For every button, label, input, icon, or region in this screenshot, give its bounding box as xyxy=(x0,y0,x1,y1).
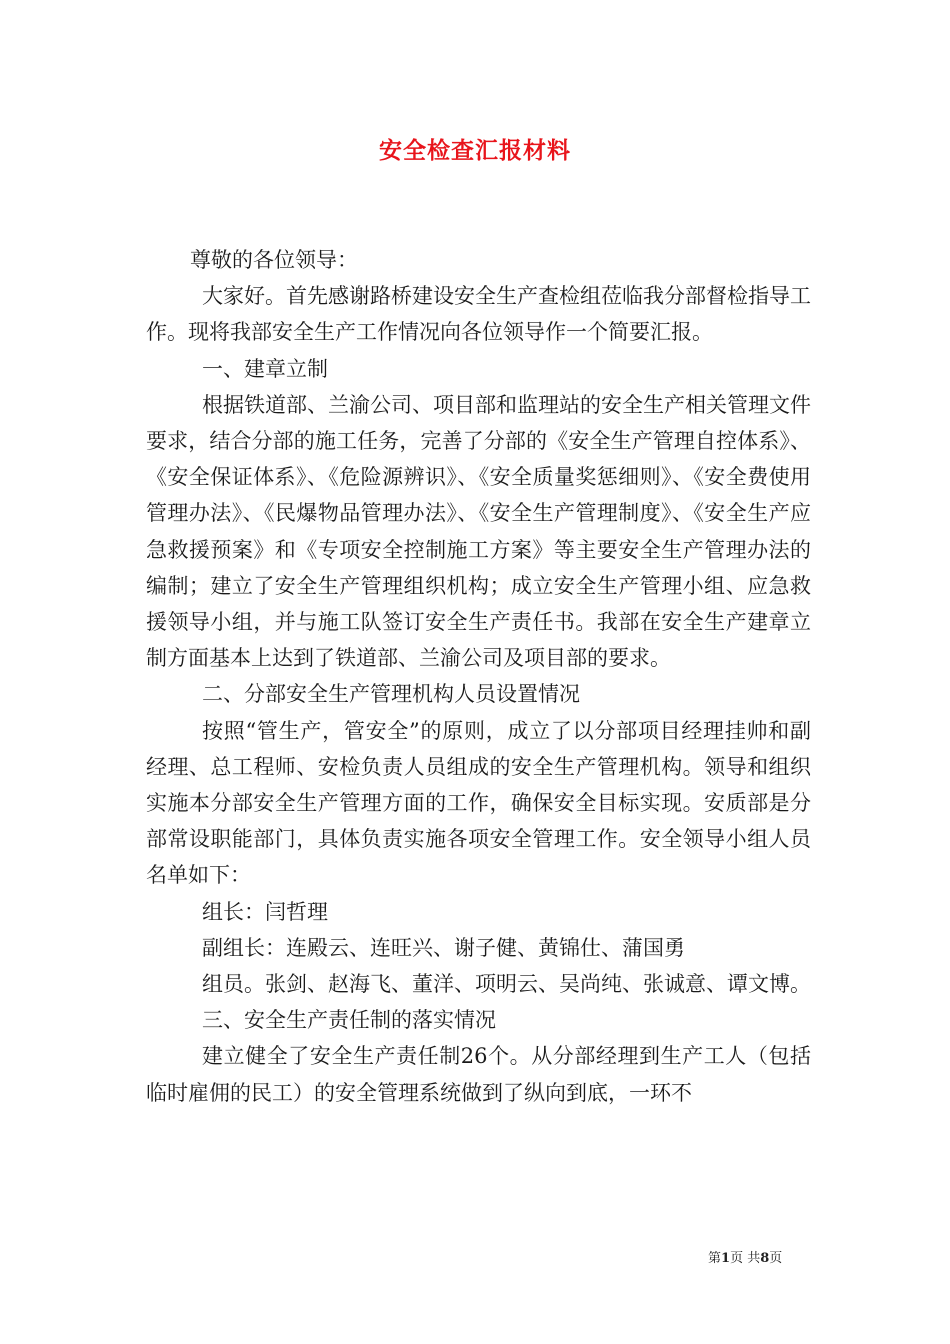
document-body xyxy=(146,242,811,1111)
total-page-count: 8 xyxy=(760,1251,770,1266)
current-page-number: 1 xyxy=(721,1251,731,1266)
team-deputy-leaders: 副组长：连殿云、连旺兴、谢子健、黄锦仕、蒲国勇 xyxy=(202,935,685,960)
paragraph-responsibility: 建立健全了安全生产责任制26个。从分部经理到生产工人（包括临时雇佣的民工）的安全管理系统做到了纵向到底，一环不 xyxy=(146,1044,811,1105)
team-members: 组员。张剑、赵海飞、董洋、项明云、吴尚纯、张诚意、谭文博。 xyxy=(202,972,811,997)
section-heading-1: 一、建章立制 xyxy=(202,356,328,381)
salutation: 尊敬的各位领导： xyxy=(190,248,358,272)
page-number: 第1页 共8页 xyxy=(708,1251,783,1266)
document-title: 安全检查汇报材料 xyxy=(379,138,571,164)
section-heading-3: 三、安全生产责任制的落实情况 xyxy=(202,1008,496,1033)
paragraph-greeting: 大家好。首先感谢路桥建设安全生产查检组莅临我分部督检指导工作。现将我部安全生产工作情况向各位领导作一个简要汇报。 xyxy=(146,284,811,345)
paragraph-regulations: 根据铁道部、兰渝公司、项目部和监理站的安全生产相关管理文件要求，结合分部的施工任务，完善了分部的《安全生产管理自控体系》、《安全保证体系》、《危险源辨识》、《安全质量奖惩细则》、《安全费使用管理办法》、《民爆物品管理办法》、《安全生产管理制度》、《安全生产应急救援预案》和《专项安全控制施工方案》等主要安全生产管理办法的编制；建立了安全生产管理组织机构；成立安全生产管理小组、应急救援领导小组，并与施工队签订安全生产责任书。我部在安全生产建章立制方面基本上达到了铁道部、兰渝公司及项目部的要求。 xyxy=(146,392,811,671)
team-leader: 组长：闫哲理 xyxy=(202,899,328,924)
section-heading-2: 二、分部安全生产管理机构人员设置情况 xyxy=(202,682,580,707)
paragraph-organization: 按照“管生产，管安全”的原则，成立了以分部项目经理挂帅和副经理、总工程师、安检负责人员组成的安全生产管理机构。领导和组织实施本分部安全生产管理方面的工作，确保安全目标实现。安质部是分部常设职能部门，具体负责实施各项安全管理工作。安全领导小组人员名单如下： xyxy=(146,718,811,888)
